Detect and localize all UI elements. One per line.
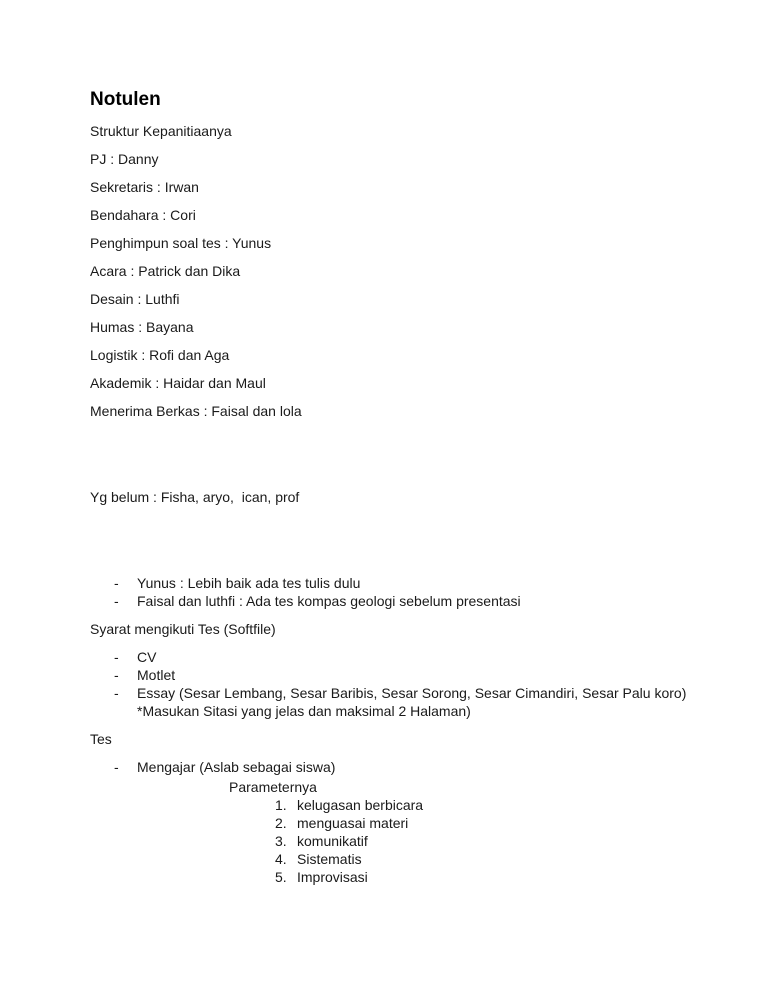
page-title: Notulen xyxy=(90,89,161,110)
dash-bullet: - xyxy=(114,667,119,683)
suggestion-text: Faisal dan luthfi : Ada tes kompas geologi sebelum presentasi xyxy=(137,593,521,609)
committee-role-penghimpun: Penghimpun soal tes : Yunus xyxy=(90,235,272,251)
parameters-list xyxy=(137,796,698,886)
committee-role-bendahara: Bendahara : Cori xyxy=(90,207,196,223)
requirement-text: Motlet xyxy=(137,667,176,683)
committee-heading: Struktur Kepanitiaanya xyxy=(90,123,232,139)
requirement-text: CV xyxy=(137,649,157,665)
number-bullet: 1. xyxy=(275,797,287,813)
list-item xyxy=(90,648,698,666)
dash-bullet: - xyxy=(114,575,119,591)
number-bullet: 2. xyxy=(275,815,287,831)
test-heading: Tes xyxy=(90,731,112,747)
committee-role-sekretaris: Sekretaris : Irwan xyxy=(90,179,199,195)
list-item xyxy=(90,758,698,886)
test-item-text: Mengajar (Aslab sebagai siswa) xyxy=(137,759,336,775)
parameter-text: komunikatif xyxy=(297,833,368,849)
dash-bullet: - xyxy=(114,685,119,701)
committee-role-logistik: Logistik : Rofi dan Aga xyxy=(90,347,230,363)
requirements-heading: Syarat mengikuti Tes (Softfile) xyxy=(90,621,276,637)
list-item xyxy=(137,796,698,814)
committee-role-acara: Acara : Patrick dan Dika xyxy=(90,263,241,279)
list-item xyxy=(90,684,698,720)
list-item xyxy=(90,666,698,684)
list-item xyxy=(137,832,698,850)
committee-role-pj: PJ : Danny xyxy=(90,151,159,167)
parameter-text: kelugasan berbicara xyxy=(297,797,424,813)
test-list xyxy=(90,758,698,886)
pending-line: Yg belum : Fisha, aryo, ican, prof xyxy=(90,489,300,505)
list-item xyxy=(137,850,698,868)
committee-role-menerima-berkas: Menerima Berkas : Faisal dan lola xyxy=(90,403,302,419)
list-item xyxy=(90,592,698,610)
number-bullet: 5. xyxy=(275,869,287,885)
parameter-text: Improvisasi xyxy=(297,869,368,885)
requirement-text: Essay (Sesar Lembang, Sesar Baribis, Sesar Sorong, Sesar Cimandiri, Sesar Palu koro) *Masukan Sitasi yang jelas dan maksimal 2 Halaman) xyxy=(137,685,687,719)
number-bullet: 4. xyxy=(275,851,287,867)
list-item xyxy=(137,814,698,832)
committee-role-humas: Humas : Bayana xyxy=(90,319,194,335)
parameter-text: menguasai materi xyxy=(297,815,409,831)
number-bullet: 3. xyxy=(275,833,287,849)
suggestions-list xyxy=(90,574,698,610)
requirements-list xyxy=(90,648,698,720)
committee-role-desain: Desain : Luthfi xyxy=(90,291,180,307)
list-item xyxy=(137,868,698,886)
dash-bullet: - xyxy=(114,759,119,775)
dash-bullet: - xyxy=(114,649,119,665)
parameters-label: Parameternya xyxy=(229,779,317,795)
dash-bullet: - xyxy=(114,593,119,609)
list-item xyxy=(90,574,698,592)
suggestion-text: Yunus : Lebih baik ada tes tulis dulu xyxy=(137,575,361,591)
parameter-text: Sistematis xyxy=(297,851,362,867)
committee-role-akademik: Akademik : Haidar dan Maul xyxy=(90,375,266,391)
